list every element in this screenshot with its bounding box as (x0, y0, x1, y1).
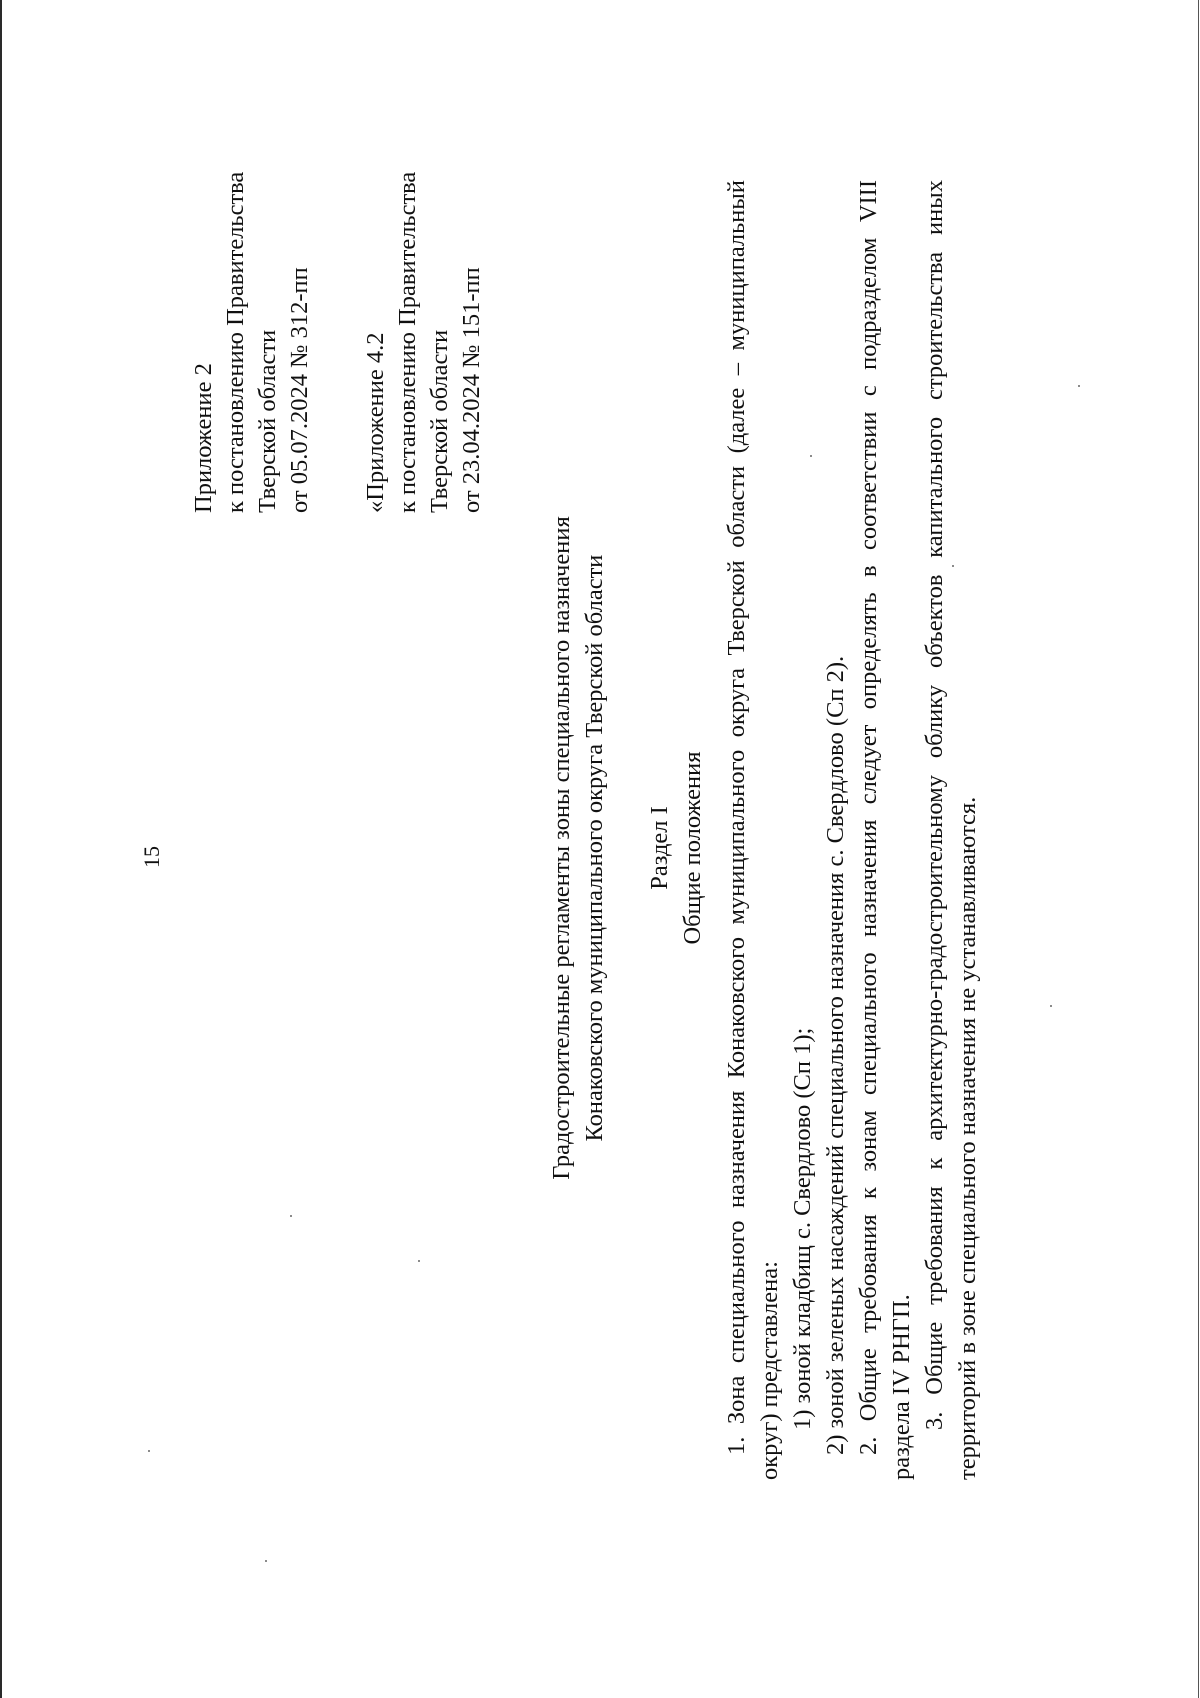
scan-speck (148, 1450, 150, 1452)
scan-speck (290, 1215, 292, 1217)
scan-speck (810, 455, 812, 457)
approval-line: к постановлению Правительства (222, 171, 249, 513)
list-item-2: 2) зоной зеленых насаждений специального назначения с. Свердлово (Сп 2). (822, 655, 849, 1455)
approval-line: Тверской области (426, 329, 453, 513)
scan-speck (418, 1260, 420, 1262)
section-heading (643, 148, 709, 1548)
approval-line: от 05.07.2024 № 312-пп (286, 267, 313, 513)
document-title (545, 148, 611, 1548)
scan-speck (1078, 385, 1080, 387)
title-line-2: Конаковского муниципального округа Тверской области (581, 554, 608, 1142)
approval-line: от 23.04.2024 № 151-пп (458, 267, 485, 513)
scan-speck (265, 1560, 267, 1562)
section-name: Общие положения (679, 751, 706, 945)
scan-speck (952, 565, 954, 567)
approval-block-previous (360, 53, 488, 513)
scan-speck (1050, 1005, 1052, 1007)
approval-line: Тверской области (254, 329, 281, 513)
paragraph-3-line-2: территорий в зоне специального назначения не устанавливаются. (954, 796, 981, 1480)
list-item-1: 1) зоной кладбищ с. Свердлово (Сп 1); (789, 1027, 816, 1430)
approval-block-current (188, 53, 316, 513)
paragraph-2-line-1: 2. Общие требования к зонам специального назначения следует определять в соответствии с подразделом VIII (855, 180, 882, 1455)
approval-line: Приложение 2 (190, 363, 217, 513)
page-number: 15 (139, 846, 164, 868)
paragraph-1-line-1: 1. Зона специального назначения Конаковского муниципального округа Тверской области (далее – муниципальный (723, 180, 750, 1455)
approval-line: к постановлению Правительства (394, 171, 421, 513)
paragraph-2-line-2: раздела IV РНГП. (888, 1294, 915, 1480)
section-number: Раздел I (646, 806, 673, 890)
approval-line: «Приложение 4.2 (362, 332, 389, 513)
paragraph-1-line-2: округ) представлена: (756, 1261, 783, 1480)
body-text (720, 180, 984, 1480)
paragraph-3-line-1: 3. Общие требования к архитектурно-градостроительному облику объектов капитального строительства иных (921, 180, 948, 1430)
title-line-1: Градостроительные регламенты зоны специального назначения (548, 516, 575, 1180)
